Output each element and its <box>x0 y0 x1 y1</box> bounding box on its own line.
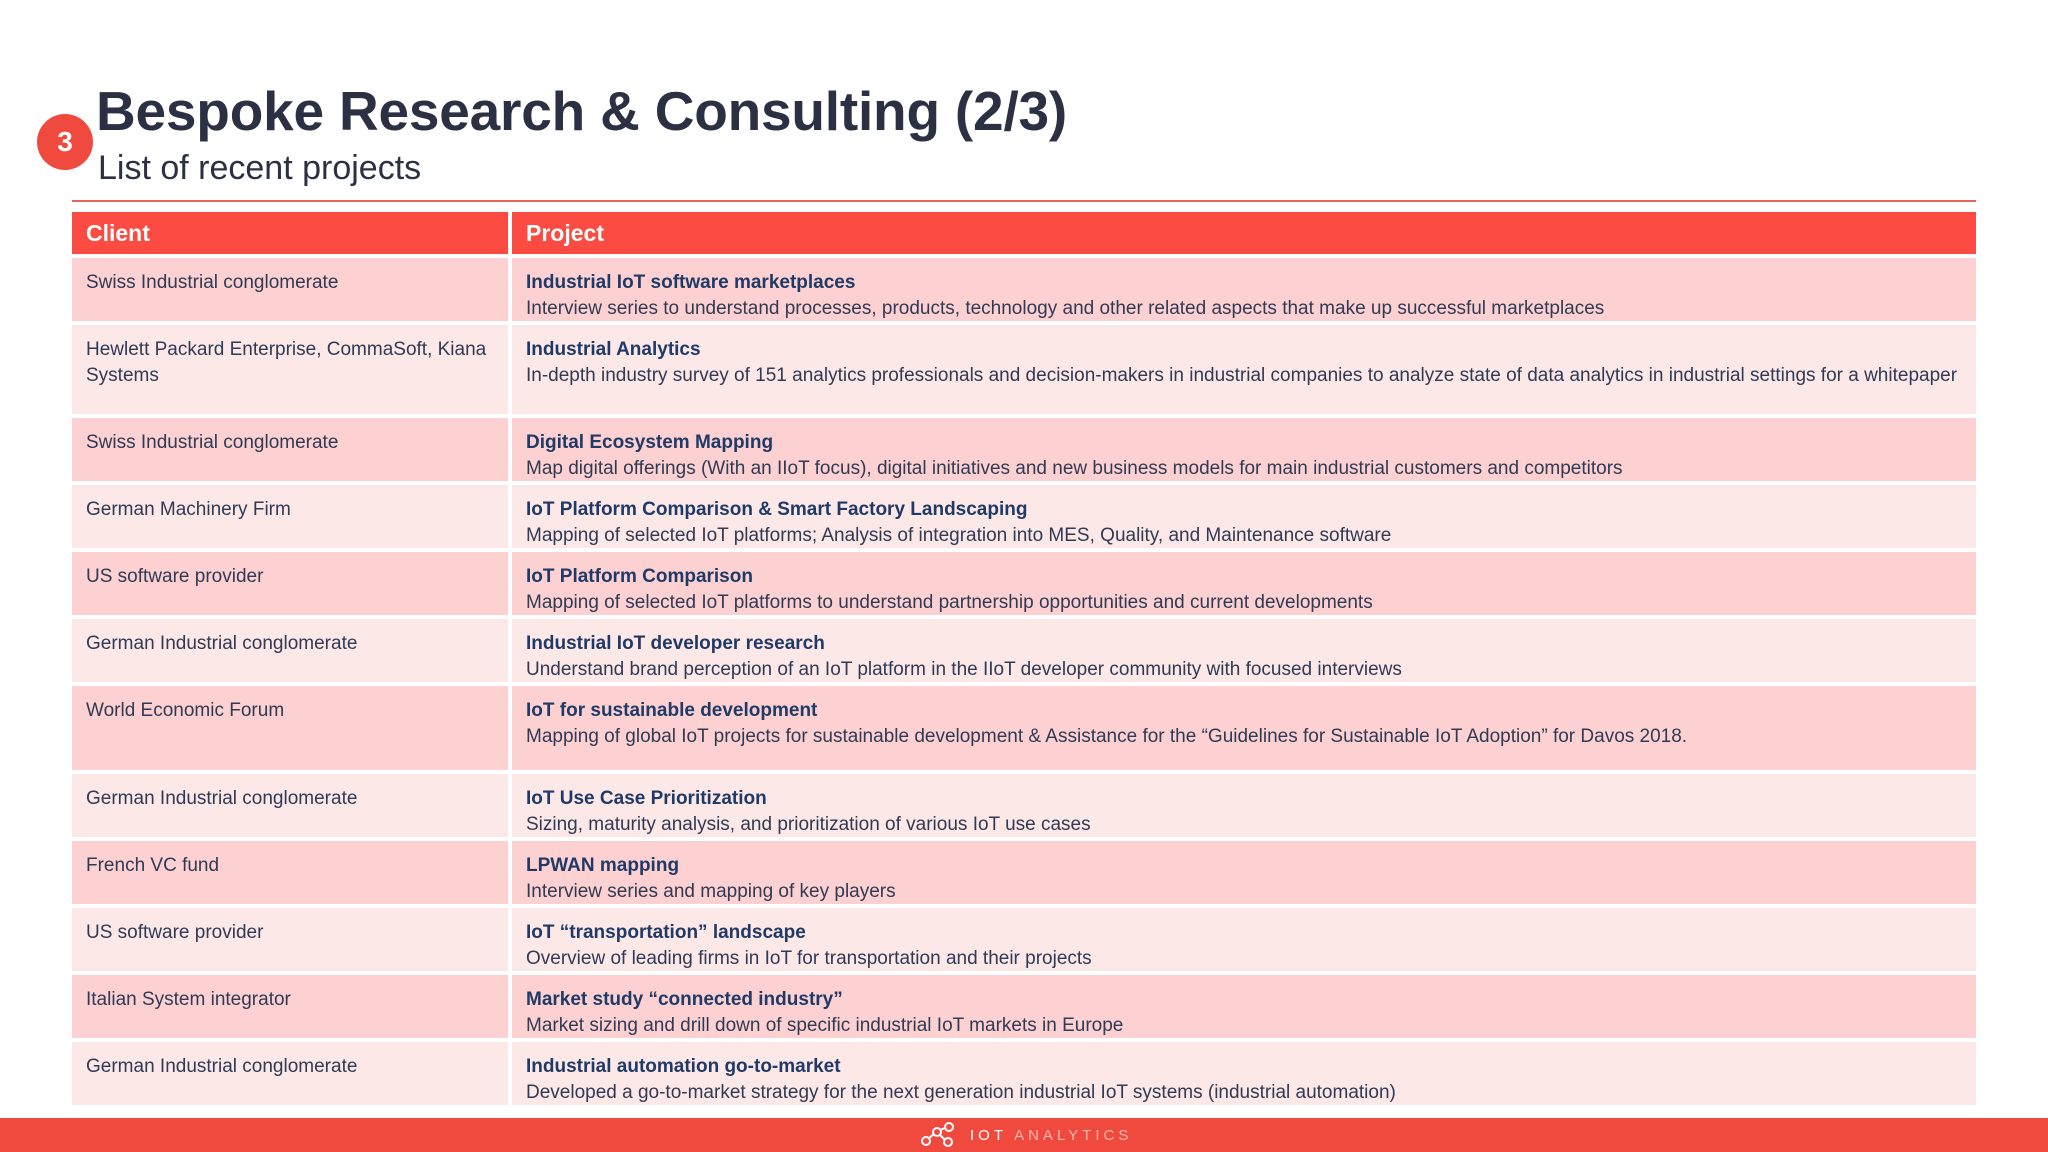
table-row <box>72 1042 1976 1105</box>
projects-table <box>72 212 1976 1109</box>
project-title: Market study “connected industry” <box>526 989 843 1010</box>
page-subtitle: List of recent projects <box>98 149 422 187</box>
project-title: Industrial automation go-to-market <box>526 1056 841 1077</box>
project-description: Developed a go-to-market strategy for the next generation industrial IoT systems (industrial automation) <box>526 1082 1396 1103</box>
project-description: Mapping of selected IoT platforms; Analysis of integration into MES, Quality, and Maintenance software <box>526 525 1392 546</box>
iot-analytics-logo <box>920 1120 1132 1150</box>
table-row <box>72 552 1976 615</box>
client-cell: German Industrial conglomerate <box>72 1042 508 1105</box>
project-description: Sizing, maturity analysis, and prioritization of various IoT use cases <box>526 814 1091 835</box>
project-description: Understand brand perception of an IoT platform in the IIoT developer community with focused interviews <box>526 659 1402 680</box>
table-row <box>72 485 1976 548</box>
project-cell <box>512 418 1976 481</box>
table-row <box>72 774 1976 837</box>
project-cell <box>512 774 1976 837</box>
project-cell <box>512 1042 1976 1105</box>
project-cell <box>512 485 1976 548</box>
header-client: Client <box>72 212 508 254</box>
project-cell <box>512 552 1976 615</box>
project-title: IoT Platform Comparison & Smart Factory Landscaping <box>526 499 1028 520</box>
client-cell: World Economic Forum <box>72 686 508 770</box>
project-cell <box>512 325 1976 414</box>
project-cell <box>512 975 1976 1038</box>
table-row <box>72 908 1976 971</box>
client-cell: German Industrial conglomerate <box>72 619 508 682</box>
project-description: Market sizing and drill down of specific industrial IoT markets in Europe <box>526 1015 1124 1036</box>
project-description: Interview series to understand processes, products, technology and other related aspects that make up successful marketplaces <box>526 298 1605 319</box>
table-row <box>72 418 1976 481</box>
table-row <box>72 619 1976 682</box>
project-cell <box>512 258 1976 321</box>
project-description: Mapping of selected IoT platforms to understand partnership opportunities and current developments <box>526 592 1373 613</box>
project-title: IoT Use Case Prioritization <box>526 788 767 809</box>
client-cell: German Machinery Firm <box>72 485 508 548</box>
project-cell <box>512 619 1976 682</box>
client-cell: Swiss Industrial conglomerate <box>72 418 508 481</box>
network-nodes-icon <box>920 1121 958 1149</box>
page-title: Bespoke Research & Consulting (2/3) <box>96 80 1068 142</box>
client-cell: German Industrial conglomerate <box>72 774 508 837</box>
project-description: Mapping of global IoT projects for sustainable development & Assistance for the “Guidelines for Sustainable IoT Adoption” for Davos 2018. <box>526 726 1688 747</box>
project-description: Interview series and mapping of key players <box>526 881 896 902</box>
project-title: LPWAN mapping <box>526 855 680 876</box>
project-title: IoT Platform Comparison <box>526 566 753 587</box>
table-row <box>72 258 1976 321</box>
client-cell: Swiss Industrial conglomerate <box>72 258 508 321</box>
project-cell <box>512 841 1976 904</box>
header-project: Project <box>512 212 1976 254</box>
project-title: IoT “transportation” landscape <box>526 922 806 943</box>
table-header-row <box>72 212 1976 254</box>
logo-word-analytics: ANALYTICS <box>1014 1126 1133 1144</box>
section-number-badge: 3 <box>37 114 93 170</box>
project-title: IoT for sustainable development <box>526 700 818 721</box>
table-row <box>72 686 1976 770</box>
table-row <box>72 325 1976 414</box>
project-description: Map digital offerings (With an IIoT focus), digital initiatives and new business models for main industrial customers and competitors <box>526 458 1623 479</box>
project-description: In-depth industry survey of 151 analytics professionals and decision-makers in industrial companies to analyze state of data analytics in industrial settings for a whitepaper <box>526 365 1958 386</box>
project-cell <box>512 686 1976 770</box>
title-divider <box>72 200 1976 202</box>
project-title: Digital Ecosystem Mapping <box>526 432 774 453</box>
project-description: Overview of leading firms in IoT for transportation and their projects <box>526 948 1092 969</box>
client-cell: Hewlett Packard Enterprise, CommaSoft, Kiana Systems <box>72 325 508 414</box>
table-row <box>72 841 1976 904</box>
client-cell: Italian System integrator <box>72 975 508 1038</box>
client-cell: US software provider <box>72 552 508 615</box>
client-cell: French VC fund <box>72 841 508 904</box>
project-title: Industrial Analytics <box>526 339 701 360</box>
project-title: Industrial IoT developer research <box>526 633 825 654</box>
project-title: Industrial IoT software marketplaces <box>526 272 856 293</box>
project-cell <box>512 908 1976 971</box>
logo-word-iot: IOT <box>970 1126 1007 1144</box>
client-cell: US software provider <box>72 908 508 971</box>
logo-wordmark <box>970 1127 1132 1144</box>
table-row <box>72 975 1976 1038</box>
